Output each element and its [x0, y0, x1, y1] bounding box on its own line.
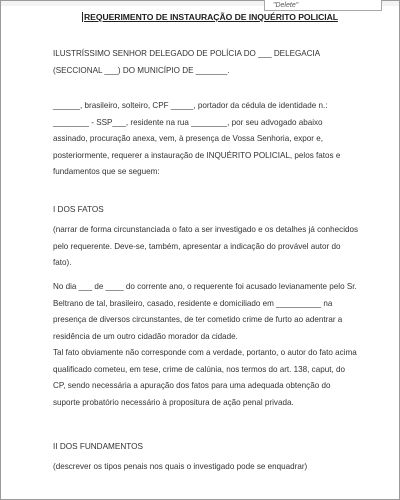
facts-note-paragraph — [53, 222, 359, 272]
intro-line: posteriormente, requerer a instauração de INQUÉRITO POLICIAL, pelos fatos e — [53, 150, 341, 160]
intro-line: fundamentos que se seguem: — [53, 167, 160, 176]
intro-line: ______, brasileiro, solteiro, CPF _____, portador da cédula de identidade n.: — [53, 101, 328, 110]
intro-line: assinado, procuração anexa, vem, à presença de Vossa Senhoria, expor e, — [53, 134, 323, 143]
facts-note-line: fato). — [53, 258, 72, 267]
facts-line: Tal fato obviamente não corresponde com a verdade, portanto, o autor do fato acima — [53, 348, 357, 357]
comment-label: "Delete" — [273, 2, 299, 9]
facts-line: residência de um outro cidadão morador da cidade. — [53, 331, 238, 341]
facts-line: suporte probatório necessário à propositura de ação penal privada. — [53, 397, 294, 407]
comment-balloon[interactable] — [264, 0, 382, 11]
facts-note-line: pelo requerente. Deve-se, também, apresentar a indicação do provável autor do — [53, 241, 341, 251]
intro-line: ________ - SSP___, residente na rua ________, por seu advogado abaixo — [53, 117, 323, 127]
text-cursor — [82, 12, 83, 22]
facts-line: No dia ___ de ____ do corrente ano, o requerente foi acusado levianamente pelo Sr. — [53, 282, 357, 291]
fundamentos-note-line: (descrever os tipos penais nos quais o investigado pode se enquadrar) — [53, 462, 308, 471]
intro-paragraph — [53, 98, 349, 181]
document-title: REQUERIMENTO DE INSTAURAÇÃO DE INQUÉRITO POLICIAL — [84, 12, 338, 22]
fundamentos-note-paragraph — [53, 459, 349, 476]
section-heading-fundamentos: II DOS FUNDAMENTOS — [53, 442, 143, 451]
facts-line: CP, sendo necessária a apuração dos fatos para uma adequada obtenção do — [53, 381, 331, 390]
address-paragraph — [53, 46, 349, 79]
address-line: ILUSTRÍSSIMO SENHOR DELEGADO DE POLÍCIA DO ___ DELEGACIA — [53, 49, 321, 58]
facts-note-line: (narrar de forma circunstanciada o fato a ser investigado e os detalhes já conhecidos — [53, 225, 359, 234]
facts-paragraph-2 — [53, 345, 357, 411]
address-line: (SECCIONAL ___) DO MUNICÍPIO DE _______. — [53, 65, 230, 75]
section-heading-fatos: I DOS FATOS — [53, 205, 104, 214]
facts-line: presença de diversos circunstantes, de ter cometido crime de furto ao adentrar a — [53, 315, 343, 324]
facts-line: qualificado cometeu, em tese, crime de calúnia, nos termos do art. 138, caput, do — [53, 364, 345, 374]
facts-line: Beltrano de tal, brasileiro, casado, residente e domiciliado em __________ na — [53, 298, 333, 308]
facts-paragraph-1 — [53, 279, 357, 345]
